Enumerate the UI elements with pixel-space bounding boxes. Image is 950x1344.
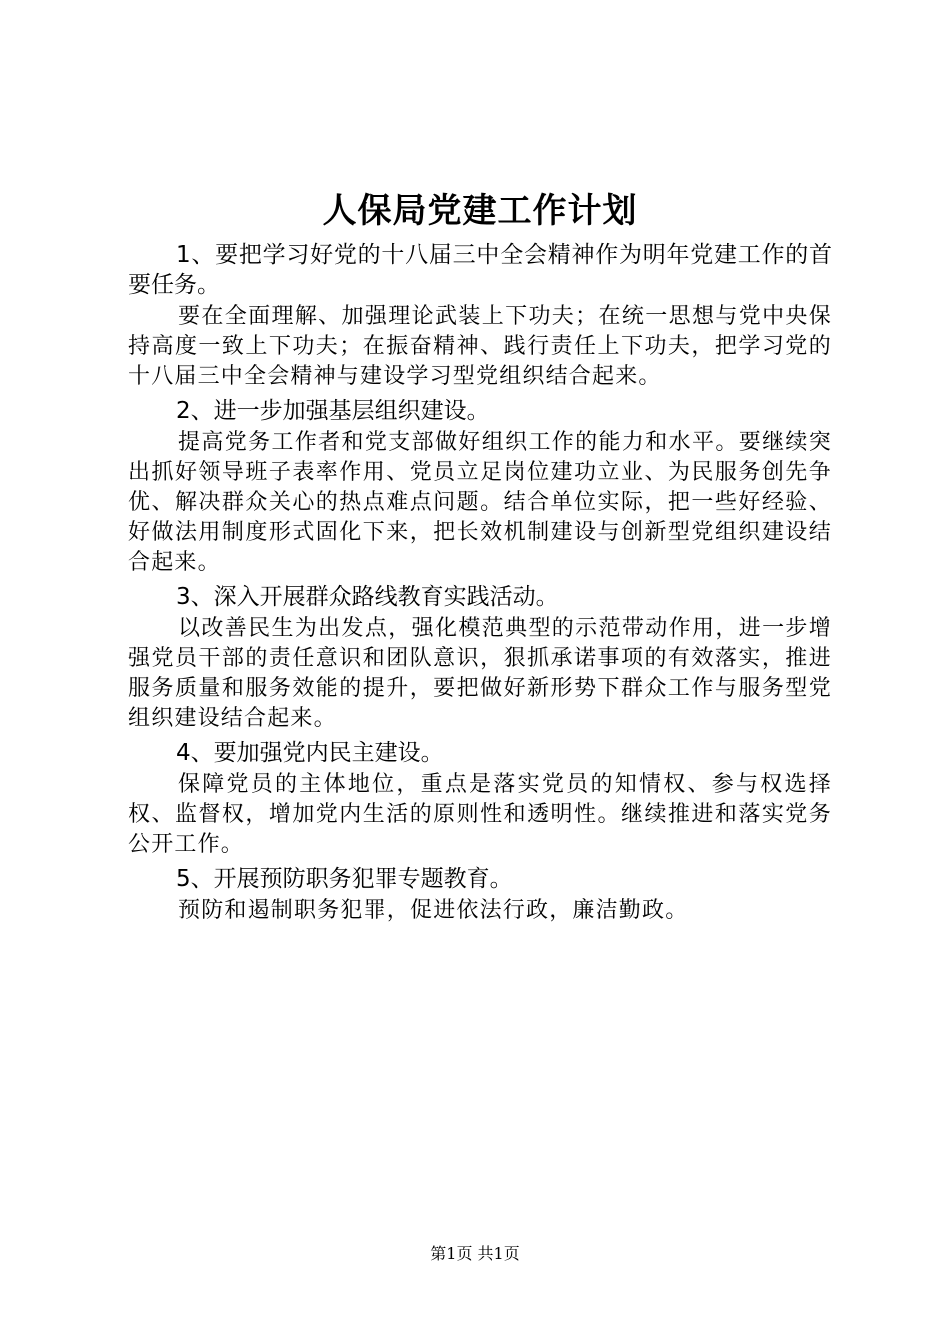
document-title: 人保局党建工作计划 xyxy=(322,191,638,231)
section-1-body: 要在全面理解、加强理论武装上下功夫；在统一思想与党中央保持高度一致上下功夫；在振奋精神、践行责任上下功夫，把学习党的十八届三中全会精神与建设学习型党组织结合起来。 xyxy=(128,304,832,389)
section-1-heading: 1、要把学习好党的十八届三中全会精神作为明年党建工作的首要任务。 xyxy=(128,242,832,298)
section-5-heading: 5、开展预防职务犯罪专题教育。 xyxy=(176,866,513,892)
section-2-heading: 2、进一步加强基层组织建设。 xyxy=(176,398,490,424)
page-footer: 第1页 共1页 xyxy=(430,1244,520,1263)
document-content xyxy=(128,186,832,930)
section-2-body: 提高党务工作者和党支部做好组织工作的能力和水平。要继续突出抓好领导班子表率作用、党员立足岗位建功立业、为民服务创先争优、解决群众关心的热点难点问题。结合单位实际，把一些好经验、好做法用制度形式固化下来，把长效机制建设与创新型党组织建设结合起来。 xyxy=(128,430,832,575)
section-4-heading: 4、要加强党内民主建设。 xyxy=(176,740,444,766)
section-5-body: 预防和遏制职务犯罪，促进依法行政，廉洁勤政。 xyxy=(178,898,689,923)
section-3-body: 以改善民生为出发点，强化模范典型的示范带动作用，进一步增强党员干部的责任意识和团队意识，狠抓承诺事项的有效落实，推进服务质量和服务效能的提升，要把做好新形势下群众工作与服务型党组织建设结合起来。 xyxy=(128,616,832,731)
section-4-body: 保障党员的主体地位，重点是落实党员的知情权、参与权选择权、监督权，增加党内生活的原则性和透明性。继续推进和落实党务公开工作。 xyxy=(128,772,832,857)
section-3-heading: 3、深入开展群众路线教育实践活动。 xyxy=(176,584,559,610)
